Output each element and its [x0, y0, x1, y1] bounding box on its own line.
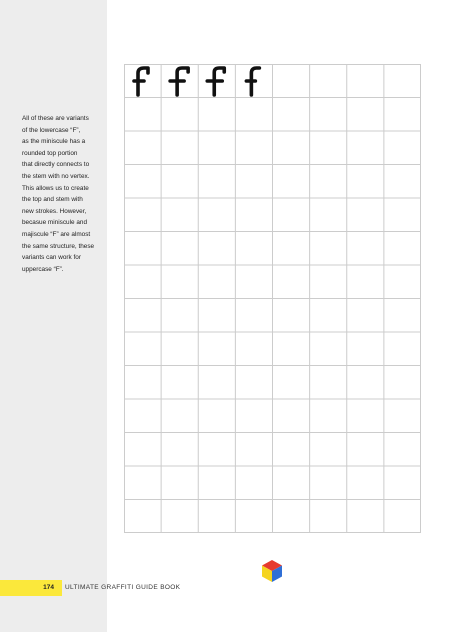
sidebar-line: the same structure, these	[22, 242, 95, 250]
book-title: ULTIMATE GRAFFITI GUIDE BOOK	[65, 584, 181, 591]
letter-f-variant-3-glyph	[207, 68, 224, 95]
sidebar-line: rounded top portion	[22, 149, 78, 157]
sidebar-line: variants can work for	[22, 254, 81, 262]
color-cube-icon	[260, 559, 284, 583]
sidebar-description	[22, 113, 100, 275]
sidebar-line: of the lowercase “F”,	[22, 126, 81, 134]
page-number: 174	[43, 584, 54, 591]
sidebar-line: All of these are variants	[22, 115, 89, 122]
sidebar-line: new strokes. However,	[22, 207, 87, 215]
sidebar-line: as the miniscule has a	[22, 138, 86, 146]
practice-grid	[124, 64, 421, 533]
letter-f-variant-2-glyph	[170, 68, 188, 95]
letter-f-variant-4-glyph	[246, 68, 259, 95]
sidebar-line: majiscule “F” are almost	[22, 230, 91, 238]
sidebar-line: the stem with no vertex.	[22, 172, 90, 180]
sidebar-line: This allows us to create	[22, 184, 89, 192]
practice-grid-canvas	[124, 64, 421, 533]
sidebar-line: becasue miniscule and	[22, 219, 88, 227]
letter-f-variant-1-glyph	[134, 68, 148, 95]
sidebar-line: uppercase “F”.	[22, 265, 64, 273]
sidebar-panel	[0, 0, 107, 632]
sidebar-line: that directly connects to	[22, 161, 90, 169]
sidebar-line: the top and stem with	[22, 196, 83, 204]
